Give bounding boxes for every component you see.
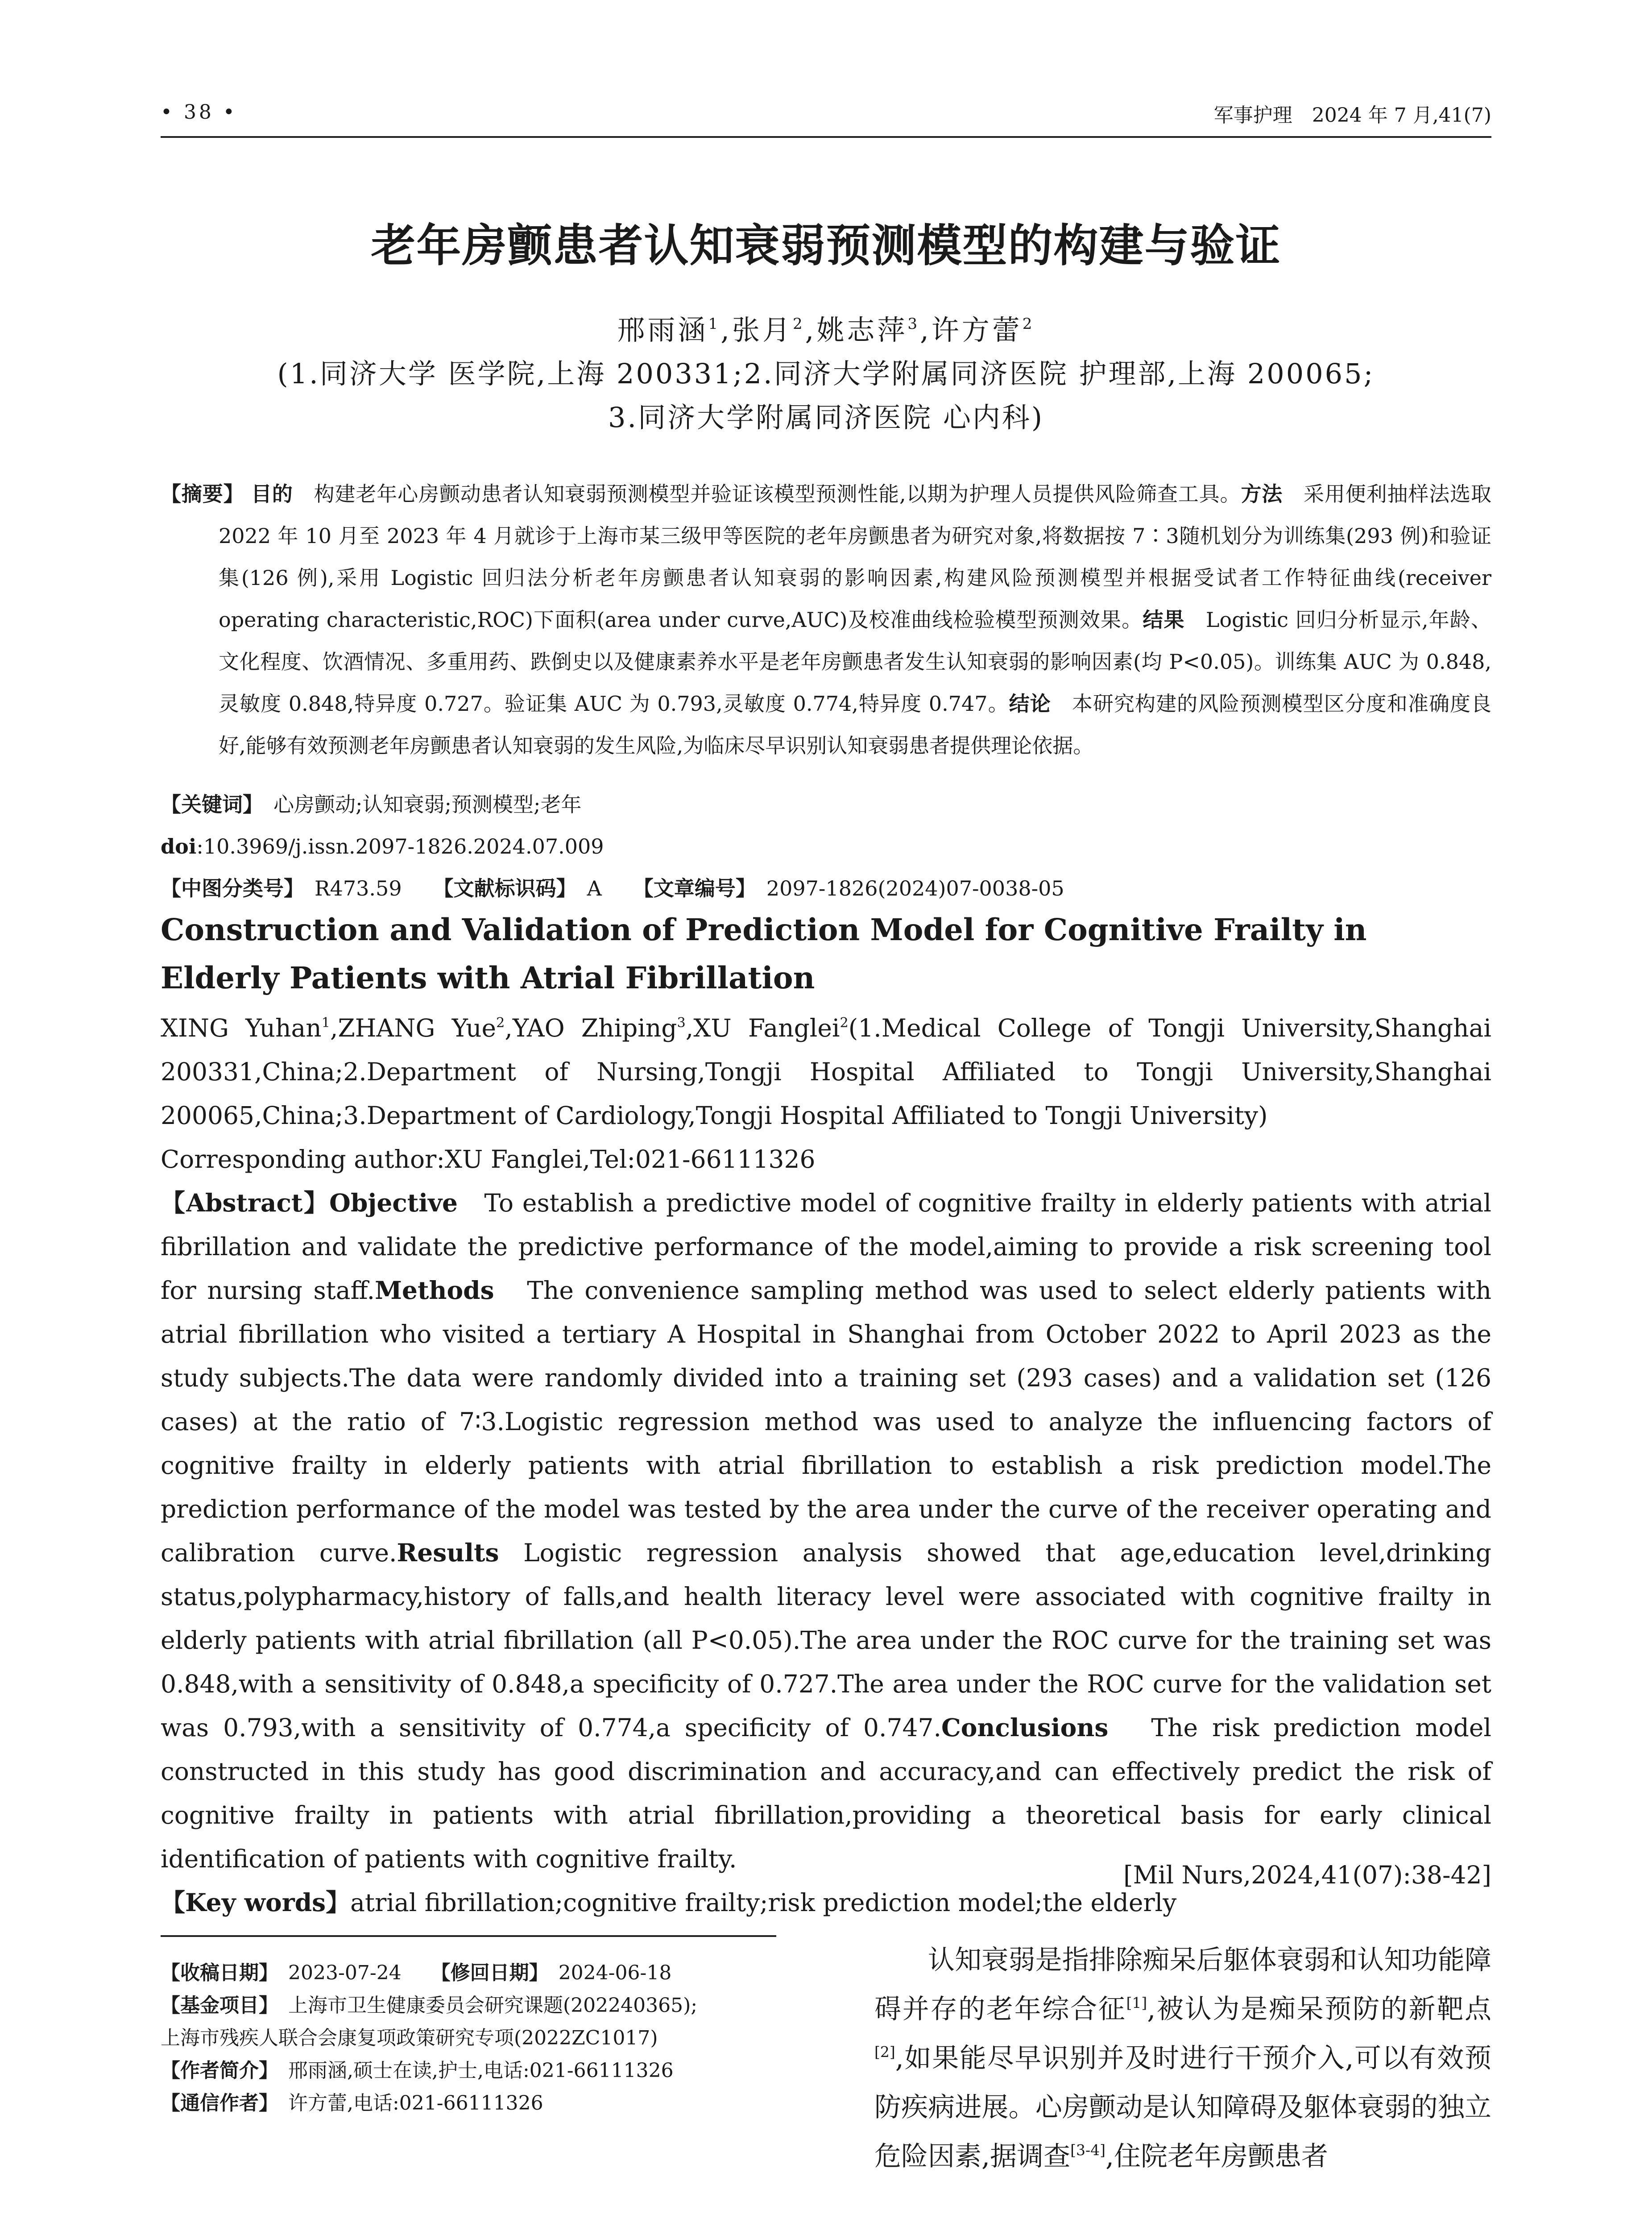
- conclusions-label-en: Conclusions: [941, 1713, 1109, 1742]
- body-paragraph: [874, 1936, 1491, 2181]
- doi-text: :10.3969/j.issn.2097-1826.2024.07.009: [196, 834, 604, 858]
- body-text-span: ,住院老年房颤患者: [1105, 2141, 1329, 2172]
- results-text: Logistic 回归分析显示,年龄、文化程度、饮酒情况、多重用药、跌倒史以及健康素养水平是老年房颤患者发生认知衰弱的影响因素(均 P<0.05)。训练集 AUC 为 0.848,灵敏度 0.848,特异度 0.727。验证集 AUC 为 0.793,灵敏度 0.774,特异度 0.747。: [219, 608, 1491, 716]
- author-sup-en: 2: [840, 1015, 849, 1031]
- methods-text-en: The convenience sampling method was used to select elderly patients with atrial fibrillation who visited a tertiary A Hospital in Shanghai from October 2022 to April 2023 as the study subjects.The data were randomly divided into a training set (293 cases) and a validation set (126 cases) at the ratio of 7∶3.Logistic regression method was used to analyze the influencing factors of cognitive frailty in elderly patients with atrial fibrillation to establish a risk prediction model.The prediction performance of the model was tested by the area under the curve of the receiver operating and calibration curve.: [161, 1276, 1492, 1567]
- authors-cn: 邢雨涵$^1$,张月$^2$,姚志萍$^3$,许方蕾$^2$: [617, 314, 1035, 346]
- article-no-value: 2097-1826(2024)07-0038-05: [766, 876, 1064, 900]
- author-name: 姚志萍: [816, 314, 908, 346]
- results-text-en: Logistic regression analysis showed that age,education level,drinking status,polypharmacy,history of falls,and health literacy level were associated with cognitive frailty in elderly patients with atrial fibrillation (all P<0.05).The area under the ROC curve for the training set was 0.848,with a sensitivity of 0.848,a specificity of 0.727.The area under the ROC curve for the validation set was 0.793,with a sensitivity of 0.774,a specificity of 0.747.: [161, 1538, 1492, 1742]
- results-label-en: Results: [397, 1538, 499, 1567]
- doi-line: [161, 825, 1491, 867]
- page-number: • 38 •: [161, 101, 237, 124]
- fund-line-2: 上海市残疾人联合会康复项政策研究专项(2022ZC1017): [161, 2027, 658, 2049]
- author-name-en: XU Fanglei: [693, 1014, 840, 1042]
- authors-en: XING Yuhan$^1$,ZHANG Yue$^2$,YAO Zhiping$^3$,XU Fanglei$^2$(1.Medical College of Tongji University,Shanghai 200331,China;2.Department of Nursing,Tongji Hospital Affiliated to Tongji University,Shanghai 200065,China;3.Department of Cardiology,Tongji Hospital Affiliated to Tongji University) Corresponding author:XU Fanglei,Tel:021-66111326: [161, 1006, 1491, 1181]
- methods-text: 采用便利抽样法选取 2022 年 10 月至 2023 年 4 月就诊于上海市某三级甲等医院的老年房颤患者为研究对象,将数据按 7∶3随机划分为训练集(293 例)和验证集(126 例),采用 Logistic 回归法分析老年房颤患者认知衰弱的影响因素,构建风险预测模型并根据受试者工作特征曲线(receiver operating characteristic,ROC)下面积(area under curve,AUC)及校准曲线检验模型预测效果。: [219, 482, 1492, 632]
- citation-ref[interactable]: [1]: [1126, 1994, 1147, 2011]
- results-label: 结果: [1143, 608, 1185, 632]
- abstract-en: [161, 1181, 1491, 1924]
- body-text: [874, 1936, 1491, 2181]
- citation: [Mil Nurs,2024,41(07):38-42]: [1123, 1861, 1491, 1889]
- footnote-rule: [161, 1935, 776, 1937]
- keywords-text: 心房颤动;认知衰弱;预测模型;老年: [273, 792, 582, 817]
- author-name-en: XING Yuhan: [161, 1014, 322, 1042]
- abstract-label-en: 【Abstract】: [161, 1188, 330, 1217]
- methods-label-en: Methods: [375, 1276, 494, 1305]
- author-sup: 1: [708, 315, 721, 333]
- methods-label: 方法: [1241, 482, 1283, 506]
- author-bio: 邢雨涵,硕士在读,护士,电话:021-66111326: [288, 2059, 674, 2082]
- objective-text: 构建老年心房颤动患者认知衰弱预测模型并验证该模型预测性能,以期为护理人员提供风险筛查工具。: [314, 482, 1241, 506]
- corresponding-info: 许方蕾,电话:021-66111326: [288, 2092, 543, 2115]
- author-name: 许方蕾: [931, 314, 1023, 346]
- article-no-label: 【文章编号】: [633, 876, 746, 900]
- author-sup-en: 1: [321, 1015, 330, 1031]
- footnotes: [161, 1957, 794, 2119]
- corresponding-author-en: Corresponding author:XU Fanglei,Tel:021-66111326: [161, 1145, 816, 1174]
- objective-text-en: To establish a predictive model of cognitive frailty in elderly patients with atrial fibrillation and validate the predictive performance of the model,aiming to provide a risk screening tool for nursing staff.: [161, 1189, 1491, 1305]
- objective-label-en: Objective: [329, 1188, 458, 1217]
- abstract-cn: [161, 473, 1491, 767]
- body-text-span: ,被认为是痴呆预防的新靶点: [1147, 1994, 1492, 2025]
- title-cn: 老年房颤患者认知衰弱预测模型的构建与验证: [371, 220, 1281, 272]
- fund-line-1: 上海市卫生健康委员会研究课题(202240365);: [288, 1994, 698, 2017]
- doc-code-label: 【文献标识码】: [433, 876, 567, 900]
- objective-label: 目的: [251, 482, 293, 506]
- body-text-span: 认知衰弱是指排除痴呆后躯体衰弱和认知功能障碍并存的老年综合征: [874, 1945, 1491, 2025]
- revised-date: 2024-06-18: [558, 1961, 672, 1984]
- author-name-en: YAO Zhiping: [512, 1014, 677, 1042]
- author-name: 张月: [732, 314, 793, 346]
- fund-label: 【基金项目】: [161, 1994, 269, 2017]
- received-date: 2023-07-24: [288, 1961, 402, 1984]
- body-text-span: ,如果能尽早识别并及时进行干预介入,可以有效预防疾病进展。心房颤动是认知障碍及躯体衰弱的独立危险因素,据调查: [874, 2043, 1491, 2172]
- journal-info: 军事护理 2024 年 7 月,41(7): [1213, 104, 1491, 127]
- citation-ref[interactable]: [3-4]: [1070, 2141, 1105, 2159]
- keywords-label: 【关键词】: [161, 792, 253, 817]
- abstract-label: 【摘要】: [161, 482, 244, 506]
- clc-value: R473.59: [315, 876, 402, 900]
- title-en: Construction and Validation of Prediction Model for Cognitive Frailty in Elderly Patients with Atrial Fibrillation: [161, 912, 1367, 995]
- affiliation-en: (1.Medical College of Tongji University,Shanghai 200331,China;2.Department of Nursing,Tongji Hospital Affiliated to Tongji University,Shanghai 200065,China;3.Department of Cardiology,Tongji Hospital Affiliated to Tongji University): [161, 1014, 1491, 1130]
- keywords-text-en: atrial fibrillation;cognitive frailty;risk prediction model;the elderly: [350, 1888, 1177, 1917]
- classification-line: [161, 867, 1491, 909]
- revised-label: 【修回日期】: [440, 1961, 539, 1984]
- doi-label: doi: [161, 834, 197, 858]
- keywords-cn: [161, 784, 1491, 825]
- affiliation-line-2: 3.同济大学附属同济医院 心内科): [608, 401, 1044, 434]
- author-name: 邢雨涵: [617, 314, 708, 346]
- author-sup-en: 2: [496, 1015, 505, 1031]
- keywords-label-en: 【Key words】: [161, 1888, 351, 1917]
- conclusions-label: 结论: [1009, 692, 1051, 716]
- author-sup: 2: [792, 315, 805, 333]
- conclusions-text: 本研究构建的风险预测模型区分度和准确度良好,能够有效预测老年房颤患者认知衰弱的发生风险,为临床尽早识别认知衰弱患者提供理论依据。: [219, 692, 1492, 758]
- author-name-en: ZHANG Yue: [338, 1014, 497, 1042]
- citation-ref[interactable]: [2]: [874, 2043, 895, 2061]
- author-sup-en: 3: [677, 1015, 686, 1031]
- doc-code-value: A: [587, 876, 602, 900]
- author-bio-label: 【作者简介】: [161, 2059, 269, 2082]
- corresponding-label: 【通信作者】: [161, 2092, 269, 2115]
- affiliation-line-1: (1.同济大学 医学院,上海 200331;2.同济大学附属同济医院 护理部,上海 200065;: [277, 357, 1375, 390]
- conclusions-text-en: The risk prediction model constructed in this study has good discrimination and accuracy,and can effectively predict the risk of cognitive frailty in patients with atrial fibrillation,providing a theoretical basis for early clinical identification of patients with cognitive frailty.: [161, 1713, 1492, 1873]
- author-sup: 2: [1022, 315, 1035, 333]
- author-sup: 3: [907, 315, 920, 333]
- header-rule: [161, 136, 1491, 138]
- received-label: 【收稿日期】: [161, 1961, 269, 1984]
- clc-label: 【中图分类号】: [161, 876, 294, 900]
